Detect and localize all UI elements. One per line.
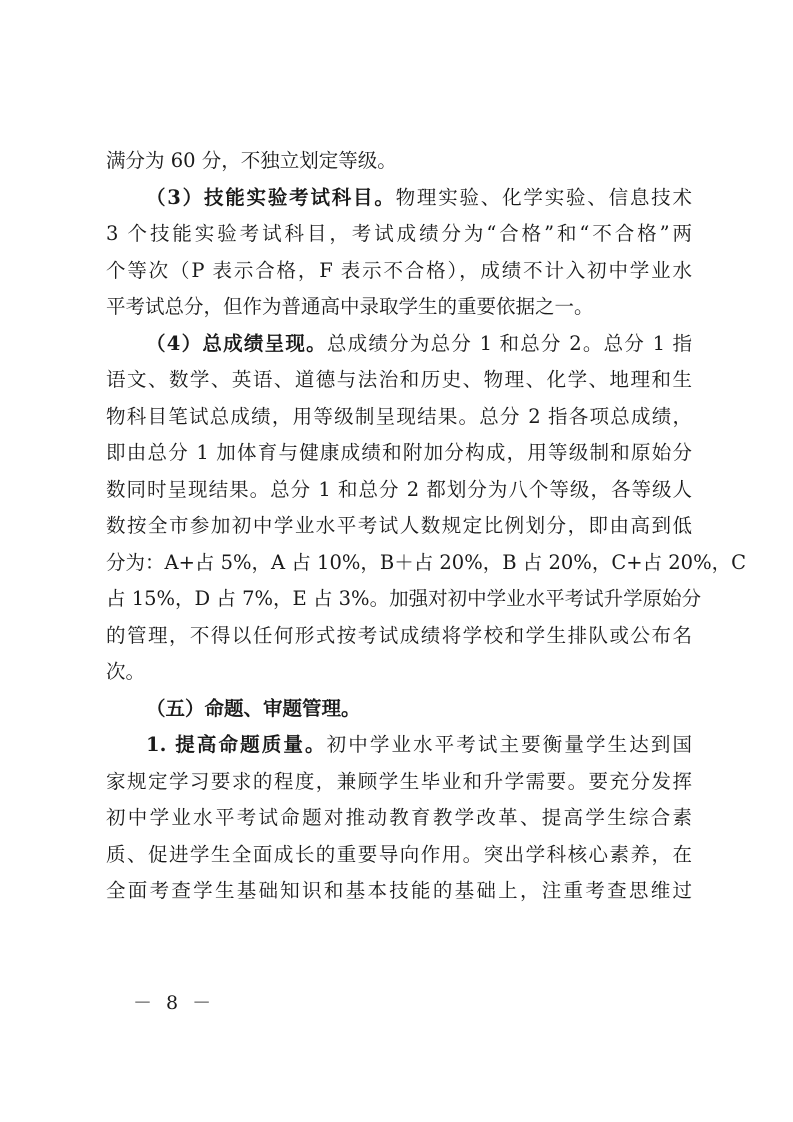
paragraph-line: 物科目笔试总成绩，用等级制呈现结果。总分 2 指各项总成绩， [106, 404, 692, 428]
paragraph-line: 全面考查学生基础知识和基本技能的基础上，注重考查思维过 [106, 879, 692, 902]
paragraph-line: 满分为 60 分，不独立划定等级。 [106, 149, 397, 172]
paragraph-line: 的管理，不得以任何形式按考试成绩将学校和学生排队或公布名 [106, 623, 692, 647]
paragraph-line: 质、促进学生全面成长的重要导向作用。突出学科核心素养，在 [106, 842, 692, 866]
paragraph-text: 物理实验、化学实验、信息技术 [395, 185, 692, 209]
document-body [106, 143, 747, 910]
paragraph-line: 数同时呈现结果。总分 1 和总分 2 都划分为八个等级，各等级人 [106, 477, 692, 501]
paragraph-line: 初中学业水平考试命题对推动教育教学改革、提高学生综合素 [106, 806, 692, 829]
paragraph-line: 数按全市参加初中学业水平考试人数规定比例划分，即由高到低 [106, 514, 692, 537]
paragraph-heading: 1. 提高命题质量。 [146, 733, 327, 756]
page-number: － 8 － [133, 992, 216, 1014]
paragraph-line: 语文、数学、英语、道德与法治和历史、物理、化学、地理和生 [106, 368, 692, 391]
paragraph-line [106, 727, 692, 764]
paragraph-line [106, 326, 692, 363]
paragraph-line: 分为：A+占 5%，A 占 10%，B＋占 20%，B 占 20%，C+占 20%，C [106, 550, 747, 574]
paragraph-line: 次。 [106, 660, 146, 683]
paragraph-text: 初中学业水平考试主要衡量学生达到国 [326, 733, 692, 756]
paragraph-line: 平考试总分，但作为普通高中录取学生的重要依据之一。 [106, 295, 594, 318]
paragraph-line: 即由总分 1 加体育与健康成绩和附加分构成，用等级制和原始分 [106, 441, 692, 464]
paragraph-heading: （4）总成绩呈现。 [146, 331, 327, 355]
paragraph-line: 3 个技能实验考试科目，考试成绩分为“合格”和“不合格”两 [106, 222, 692, 245]
paragraph-line: 个等次（P 表示合格，F 表示不合格），成绩不计入初中学业水 [106, 258, 692, 282]
paragraph-line: 占 15%，D 占 7%，E 占 3%。加强对初中学业水平考试升学原始分 [106, 587, 702, 610]
paragraph-heading: （3）技能实验考试科目。 [146, 185, 396, 209]
section-title: （五）命题、审题管理。 [146, 696, 361, 720]
paragraph-line: 家规定学习要求的程度，兼顾学生毕业和升学需要。要充分发挥 [106, 769, 692, 793]
paragraph-text: 总成绩分为总分 1 和总分 2。总分 1 指 [326, 331, 692, 355]
paragraph-line [106, 180, 692, 217]
